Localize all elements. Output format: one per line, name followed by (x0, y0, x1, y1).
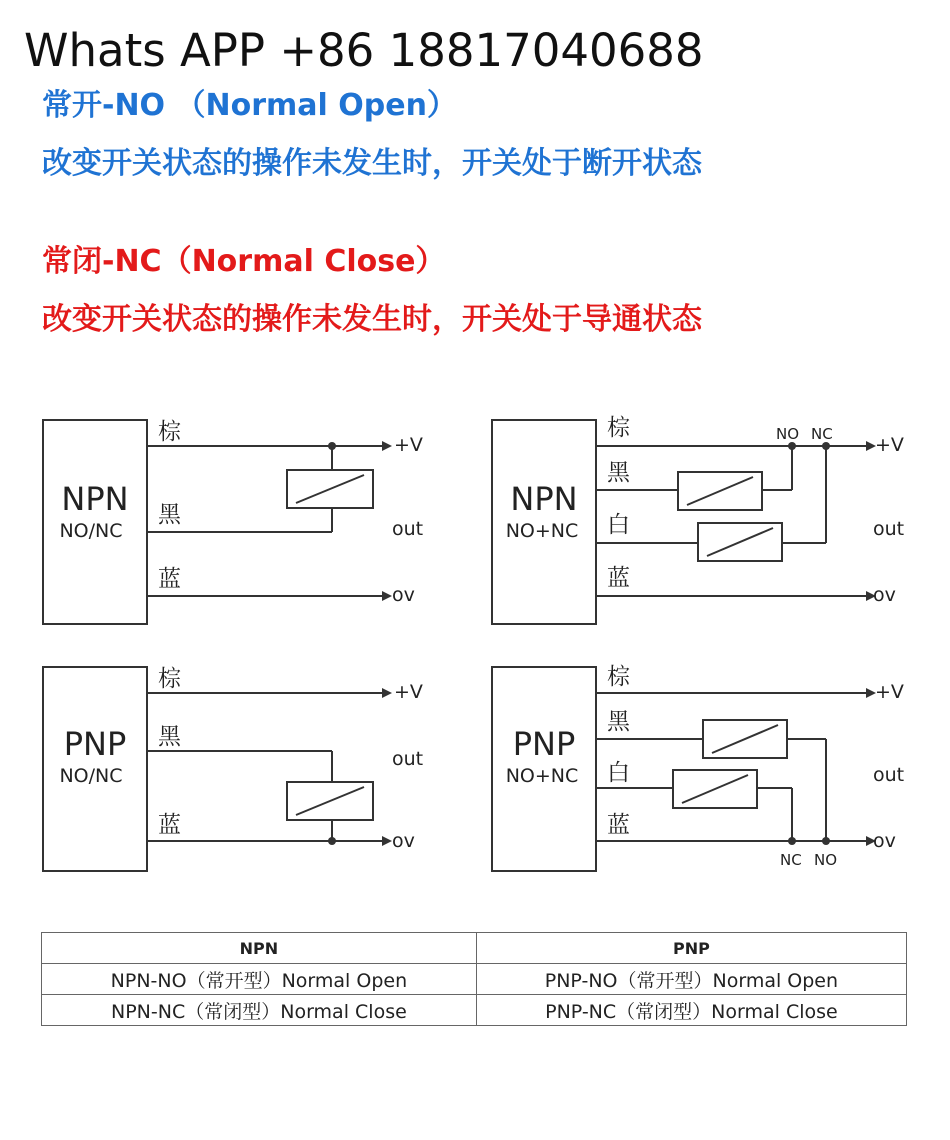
pnp-sub-label: NO/NC (59, 765, 123, 787)
table-cell: NPN-NO（常开型）Normal Open (42, 964, 477, 995)
npn-sub-label: NO/NC (59, 520, 123, 542)
reference-table (41, 932, 907, 1026)
nc-description: 改变开关状态的操作未发生时，开关处于导通状态 (42, 302, 702, 337)
label-brown: 棕 (607, 415, 630, 441)
terminal-plus-v: +V (394, 681, 423, 703)
label-blue: 蓝 (158, 812, 181, 838)
pnp2-sub-label: NO+NC (505, 765, 579, 787)
terminal-out: out (392, 518, 424, 540)
label-brown: 棕 (158, 666, 181, 692)
no-description: 改变开关状态的操作未发生时，开关处于断开状态 (42, 146, 702, 181)
terminal-nc: NC (811, 425, 833, 443)
label-black: 黑 (607, 460, 630, 486)
terminal-0v: ov (873, 830, 896, 852)
label-white: 白 (607, 760, 630, 786)
table-row (42, 995, 907, 1026)
label-blue: 蓝 (607, 565, 630, 591)
terminal-nc: NC (780, 851, 802, 869)
terminal-out: out (392, 748, 424, 770)
table-header-pnp: PNP (476, 933, 906, 964)
terminal-0v: ov (392, 584, 415, 606)
terminal-no: NO (776, 425, 800, 443)
label-blue: 蓝 (158, 566, 181, 592)
npn-type-label: NPN (61, 480, 129, 518)
nc-title: 常闭-NC（Normal Close） (42, 244, 446, 279)
table-header-row (42, 933, 907, 964)
contact-line: Whats APP +86 18817040688 (24, 24, 704, 77)
terminal-plus-v: +V (394, 434, 423, 456)
terminal-0v: ov (873, 584, 896, 606)
label-black: 黑 (158, 724, 181, 750)
terminal-plus-v: +V (875, 681, 904, 703)
table-cell: PNP-NO（常开型）Normal Open (476, 964, 906, 995)
label-black: 黑 (607, 709, 630, 735)
terminal-out: out (873, 764, 905, 786)
label-brown: 棕 (607, 664, 630, 690)
table-header-npn: NPN (42, 933, 477, 964)
pnp-type-label: PNP (63, 725, 127, 763)
pnp2-type-label: PNP (512, 725, 576, 763)
no-title: 常开-NO （Normal Open） (42, 88, 457, 123)
label-white: 白 (607, 512, 630, 538)
table-row (42, 964, 907, 995)
terminal-0v: ov (392, 830, 415, 852)
table-cell: NPN-NC（常闭型）Normal Close (42, 995, 477, 1026)
label-brown: 棕 (158, 419, 181, 445)
npn2-sub-label: NO+NC (505, 520, 579, 542)
table-cell: PNP-NC（常闭型）Normal Close (476, 995, 906, 1026)
terminal-no: NO (814, 851, 838, 869)
terminal-out: out (873, 518, 905, 540)
npn2-type-label: NPN (510, 480, 578, 518)
label-blue: 蓝 (607, 812, 630, 838)
terminal-plus-v: +V (875, 434, 904, 456)
label-black: 黑 (158, 502, 181, 528)
